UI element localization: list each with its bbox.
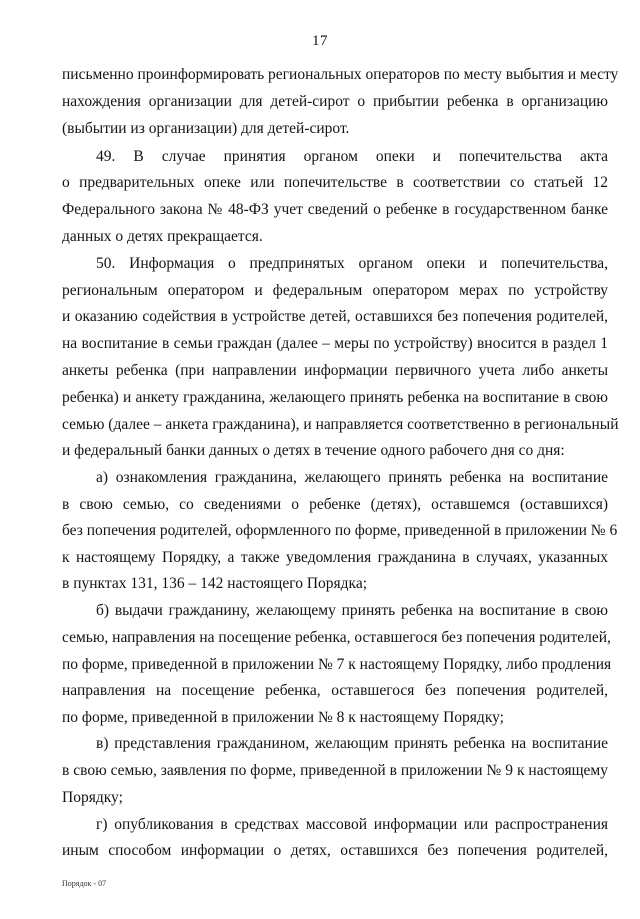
text-line: по форме, приведенной в приложении № 8 к настоящему Порядку;	[62, 709, 504, 726]
text-line: в свою семью, заявления по форме, приведенной в приложении № 9 к настоящему	[62, 762, 608, 779]
text-line: на воспитание в семьи граждан (далее – меры по устройству) вносится в раздел 1	[62, 335, 608, 352]
text-line: Федерального закона № 48-ФЗ учет сведений о ребенке в государственном банке	[62, 201, 608, 218]
paragraph-49-start: 49. В случае принятия органом опеки и попечительства акта	[96, 148, 608, 165]
text-line: семью, направления на посещение ребенка, оставшегося без попечения родителей,	[62, 629, 611, 646]
text-line: Порядку;	[62, 789, 123, 806]
list-item-g-start: г) опубликования в средствах массовой информации или распространения	[96, 816, 608, 833]
text-line: о предварительных опеке или попечительстве в соответствии со статьей 12	[62, 174, 608, 191]
text-line: данных о детях прекращается.	[62, 228, 263, 245]
list-item-a-start: а) ознакомления гражданина, желающего принять ребенка на воспитание	[96, 469, 608, 486]
list-item-v-start: в) представления гражданином, желающим принять ребенка на воспитание	[96, 735, 608, 752]
text-line: по форме, приведенной в приложении № 7 к настоящему Порядку, либо продления	[62, 656, 612, 673]
text-line: в свою семью, со сведениями о ребенке (детях), оставшемся (оставшихся)	[62, 496, 608, 513]
text-line: ребенка) и анкету гражданина, желающего принять ребенка на воспитание в свою	[62, 389, 608, 406]
text-line: письменно проинформировать региональных операторов по месту выбытия и месту	[62, 66, 619, 83]
document-footer: Порядок - 07	[62, 879, 107, 888]
text-line: в пунктах 131, 136 – 142 настоящего Порядка;	[62, 575, 368, 592]
text-line: нахождения организации для детей-сирот о прибытии ребенка в организацию	[62, 93, 608, 110]
text-line: анкеты ребенка (при направлении информации первичного учета либо анкеты	[62, 362, 608, 379]
text-line: (выбытии из организации) для детей-сирот.	[62, 120, 350, 137]
list-item-b-start: б) выдачи гражданину, желающему принять ребенка на воспитание в свою	[96, 602, 608, 619]
text-line: иным способом информации о детях, оставшихся без попечения родителей,	[62, 842, 608, 859]
text-line: направления на посещение ребенка, оставшегося без попечения родителей,	[62, 682, 608, 699]
text-line: без попечения родителей, оформленного по форме, приведенной в приложении № 6	[62, 522, 618, 539]
text-line: и федеральный банки данных о детях в течение одного рабочего дня со дня:	[62, 442, 565, 459]
page-number: 17	[312, 33, 328, 49]
paragraph-50-start: 50. Информация о предпринятых органом опеки и попечительства,	[96, 255, 608, 272]
text-line: региональным оператором и федеральным оператором мерах по устройству	[62, 282, 608, 299]
text-line: и оказанию содействия в устройстве детей, оставшихся без попечения родителей,	[62, 308, 608, 325]
text-line: к настоящему Порядку, а также уведомления гражданина в случаях, указанных	[62, 549, 608, 566]
text-line: семью (далее – анкета гражданина), и направляется соответственно в региональный	[62, 416, 619, 433]
